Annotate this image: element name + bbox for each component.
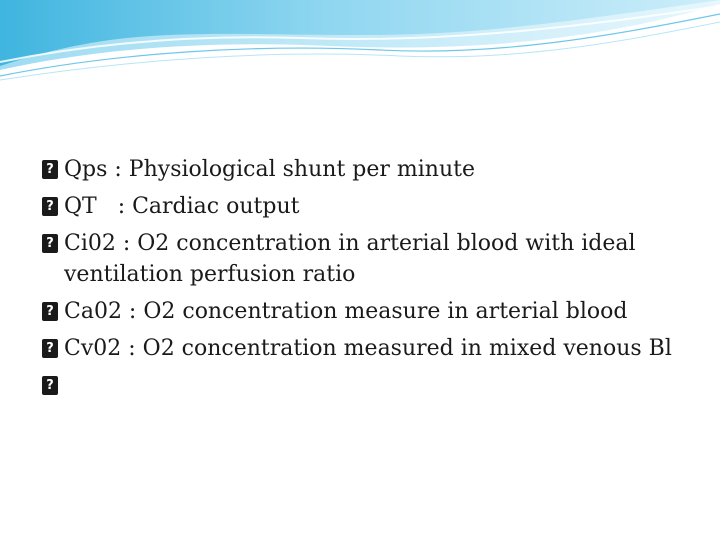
bullet-marker-icon: ? (42, 197, 58, 216)
bullet-marker-icon: ? (42, 160, 58, 179)
bullet-item (40, 191, 710, 222)
bullet-marker-icon: ? (42, 376, 58, 395)
bullet-item (40, 154, 710, 185)
bullet-text: Qps : Physiological shunt per minute (64, 157, 475, 182)
wave-front-shape (0, 0, 720, 66)
bullet-item (40, 333, 710, 364)
bullet-marker-icon: ? (42, 339, 58, 358)
bullet-text: Ca02 : O2 concentration measure in arterial blood (64, 299, 628, 324)
bullet-item (40, 228, 710, 290)
bullet-text: Ci02 : O2 concentration in arterial blood with ideal ventilation perfusion ratio (64, 231, 636, 287)
bullet-text: QT : Cardiac output (64, 194, 300, 219)
bullet-marker-icon: ? (42, 234, 58, 253)
bullet-item (40, 370, 710, 401)
slide-body (40, 154, 710, 407)
bullet-text: Cv02 : O2 concentration measured in mixed venous Bl (64, 336, 672, 361)
bullet-item (40, 296, 710, 327)
header-wave-decoration (0, 0, 720, 90)
bullet-marker-icon: ? (42, 302, 58, 321)
bullet-text (64, 370, 710, 401)
